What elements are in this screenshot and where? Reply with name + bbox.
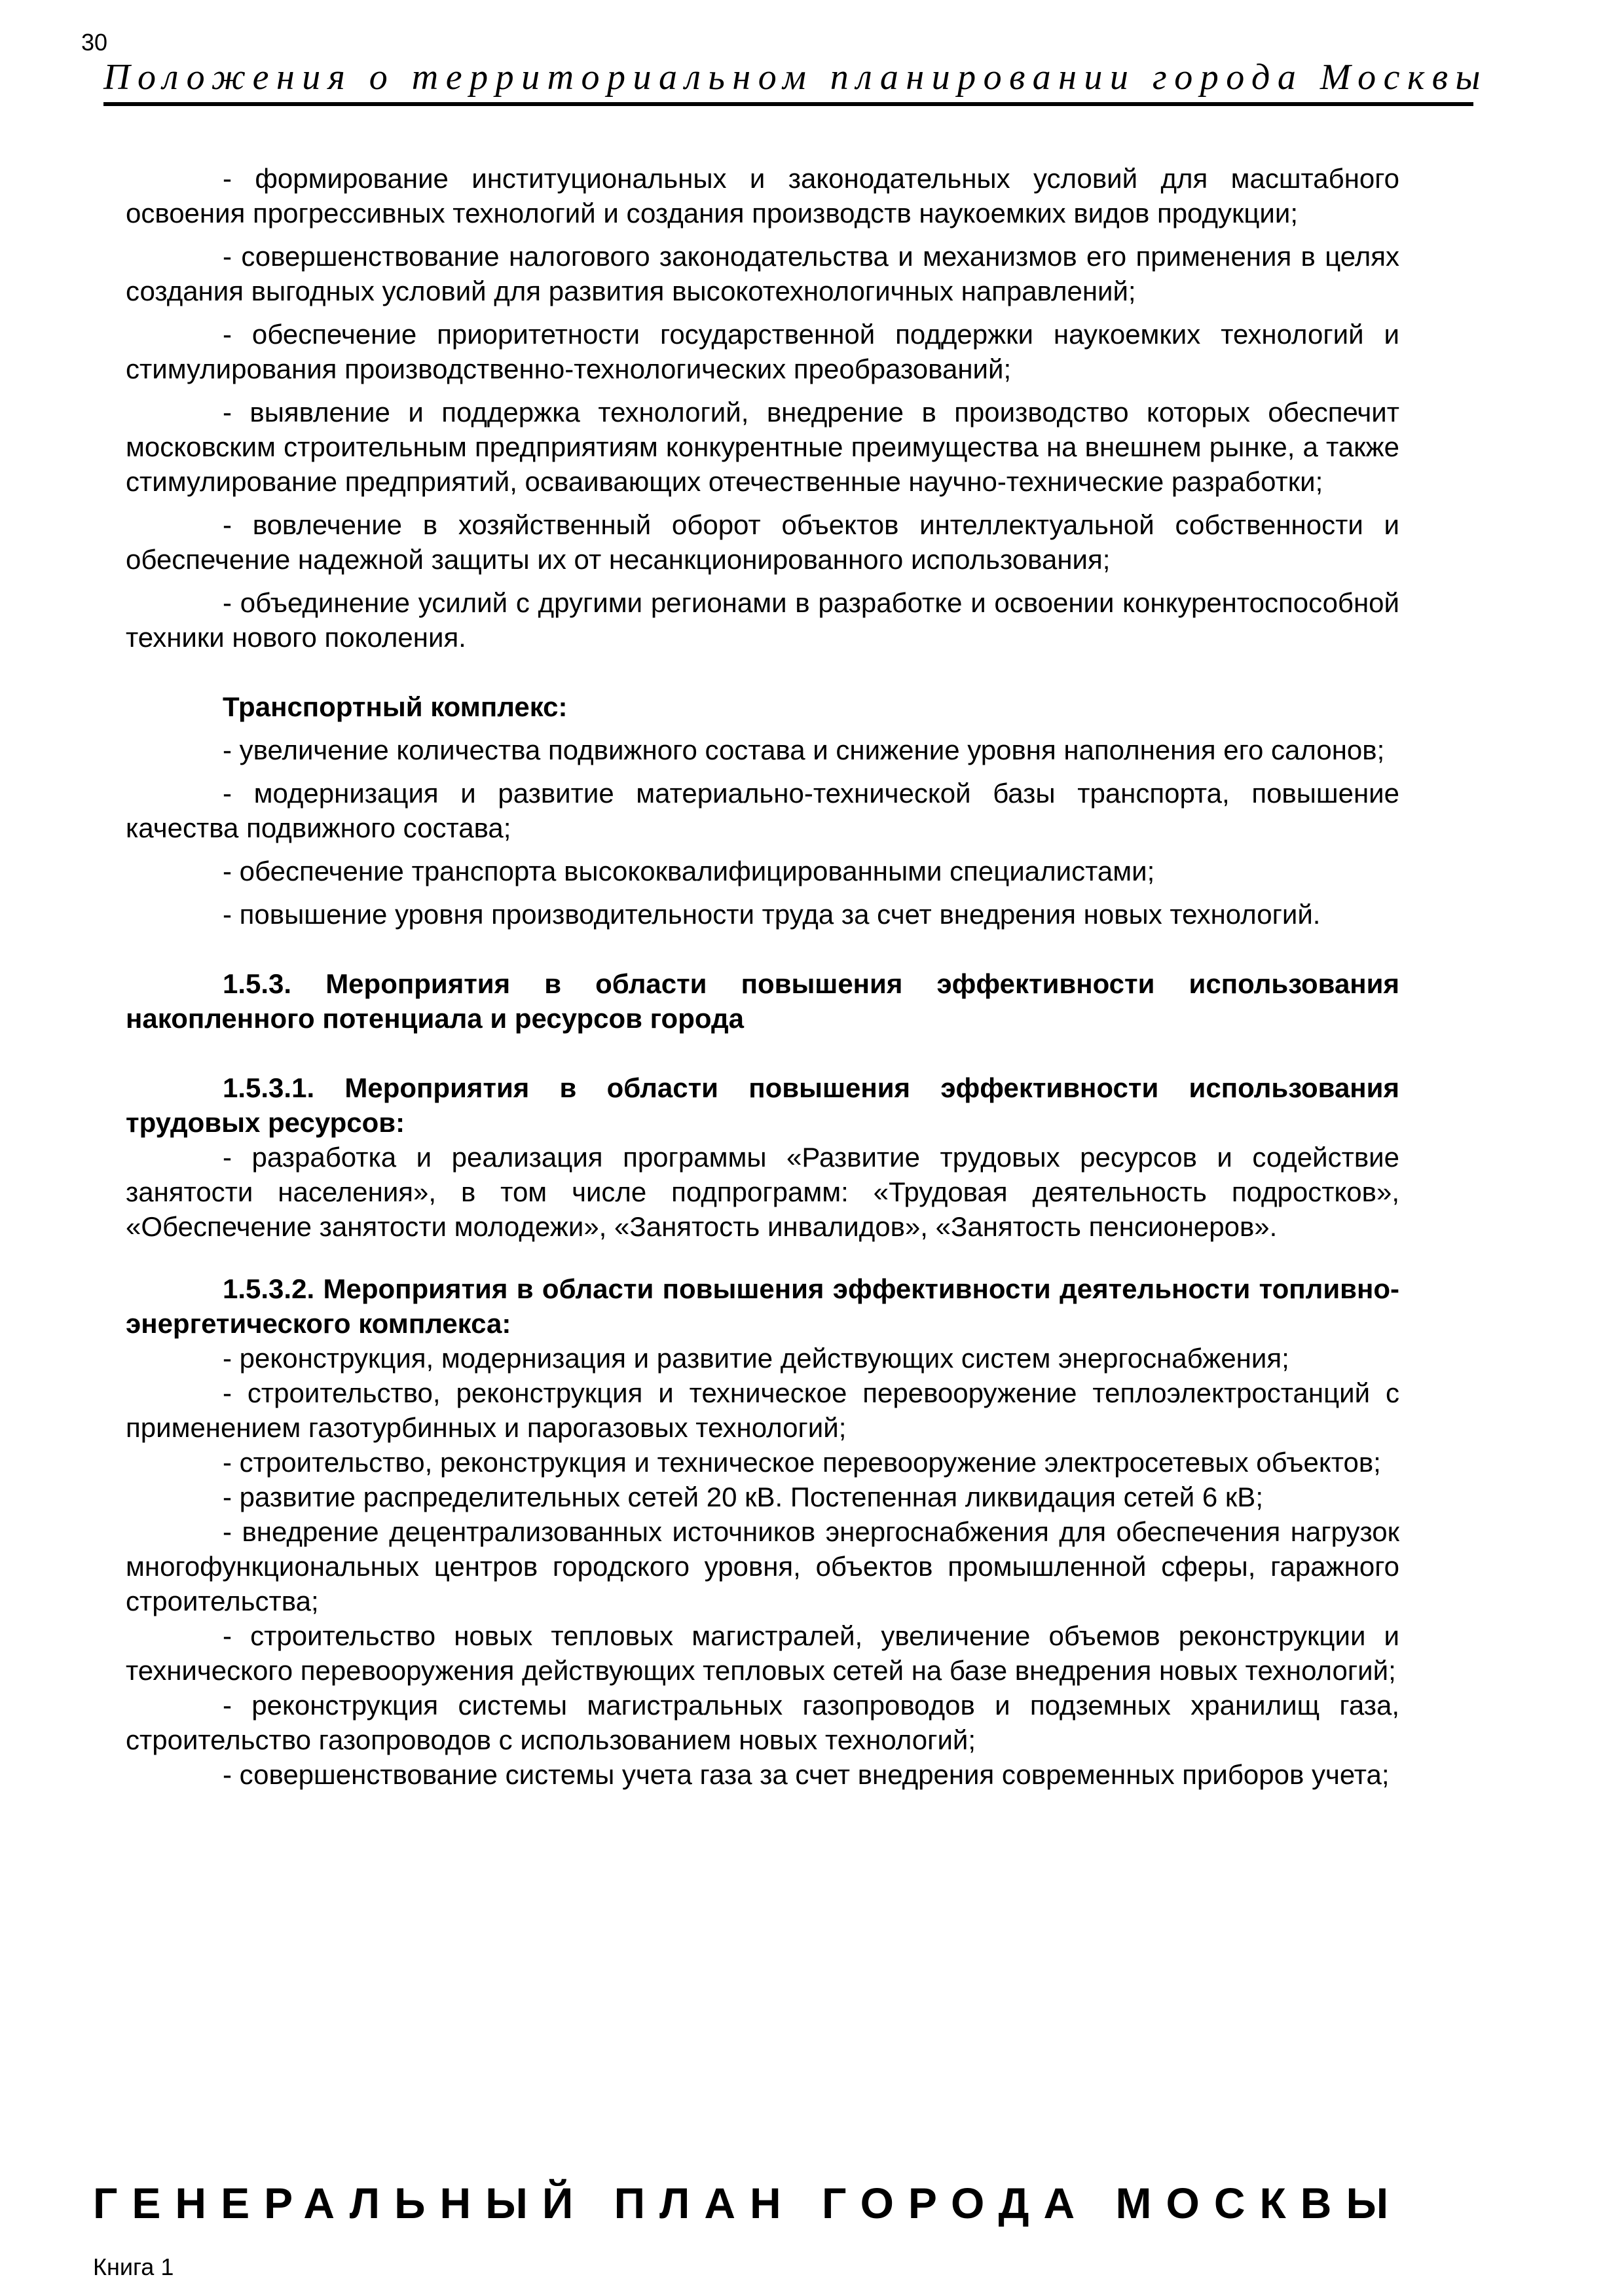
list-item: - модернизация и развитие материально-технической базы транспорта, повышение качества подвижного состава; bbox=[126, 778, 1399, 843]
list-item: - выявление и поддержка технологий, внедрение в производство которых обеспечит московским строительным предприятиям конкурентные преимущества на внешнем рынке, а также стимулирование предприятий, осваивающих отечественные научно-технические разработки; bbox=[126, 397, 1399, 497]
list-item: - обеспечение приоритетности государственной поддержки наукоемких технологий и стимулирования производственно-технологических преобразований; bbox=[126, 319, 1399, 384]
list-item: - строительство новых тепловых магистралей, увеличение объемов реконструкции и технического перевооружения действующих тепловых сетей на базе внедрения новых технологий; bbox=[126, 1620, 1399, 1686]
footer-title: ГЕНЕРАЛЬНЫЙ ПЛАН ГОРОДА МОСКВЫ bbox=[93, 2179, 1403, 2227]
list-item: - вовлечение в хозяйственный оборот объектов интеллектуальной собственности и обеспечение надежной защиты их от несанкционированного использования; bbox=[126, 509, 1399, 575]
list-item: - формирование институциональных и законодательных условий для масштабного освоения прогрессивных технологий и создания производств наукоемких видов продукции; bbox=[126, 163, 1399, 228]
list-item: - объединение усилий с другими регионами в разработке и освоении конкурентоспособной техники нового поколения. bbox=[126, 587, 1399, 653]
footer-book-label: Книга 1 bbox=[93, 2253, 174, 2280]
running-header: Положения о территориальном планировании города Москвы bbox=[103, 57, 1488, 98]
document-body bbox=[126, 161, 1399, 1792]
list-item: - реконструкция системы магистральных газопроводов и подземных хранилищ газа, строительство газопроводов с использованием новых технологий; bbox=[126, 1690, 1399, 1755]
list-item: - совершенствование налогового законодательства и механизмов его применения в целях создания выгодных условий для развития высокотехнологичных направлений; bbox=[126, 241, 1399, 306]
list-item: - строительство, реконструкция и техническое перевооружение электросетевых объектов; bbox=[223, 1447, 1381, 1478]
section-heading: 1.5.3. Мероприятия в области повышения эффективности использования накопленного потенциала и ресурсов города bbox=[126, 968, 1399, 1034]
list-item: - строительство, реконструкция и техническое перевооружение теплоэлектростанций с применением газотурбинных и парогазовых технологий; bbox=[126, 1377, 1399, 1443]
labor-resources-section bbox=[126, 1070, 1399, 1244]
list-item: - повышение уровня производительности труда за счет внедрения новых технологий. bbox=[223, 899, 1321, 930]
list-item: - увеличение количества подвижного состава и снижение уровня наполнения его салонов; bbox=[223, 735, 1385, 765]
transport-section bbox=[126, 689, 1399, 932]
list-item: - внедрение децентрализованных источников энергоснабжения для обеспечения нагрузок многофункциональных центров городского уровня, объектов промышленной сферы, гаражного строительства; bbox=[126, 1516, 1399, 1616]
section-heading: 1.5.3.1. Мероприятия в области повышения эффективности использования трудовых ресурсов: bbox=[126, 1072, 1399, 1138]
section-heading: 1.5.3.2. Мероприятия в области повышения эффективности деятельности топливно-энергетического комплекса: bbox=[126, 1273, 1399, 1339]
list-item: - совершенствование системы учета газа за счет внедрения современных приборов учета; bbox=[223, 1759, 1390, 1790]
section-heading: Транспортный комплекс: bbox=[223, 691, 568, 722]
list-item: - разработка и реализация программы «Развитие трудовых ресурсов и содействие занятости населения», в том числе подпрограмм: «Трудовая деятельность подростков», «Обеспечение занятости молодежи», «Занятость инвалидов», «Занятость пенсионеров». bbox=[126, 1142, 1399, 1242]
page-number: 30 bbox=[81, 29, 108, 56]
list-item: - развитие распределительных сетей 20 кВ. Постепенная ликвидация сетей 6 кВ; bbox=[223, 1482, 1263, 1512]
header-rule bbox=[103, 102, 1473, 106]
list-item: - реконструкция, модернизация и развитие действующих систем энергоснабжения; bbox=[223, 1343, 1289, 1374]
fuel-energy-section bbox=[126, 1271, 1399, 1792]
list-item: - обеспечение транспорта высококвалифицированными специалистами; bbox=[223, 856, 1155, 886]
tech-measures-list bbox=[126, 161, 1399, 655]
